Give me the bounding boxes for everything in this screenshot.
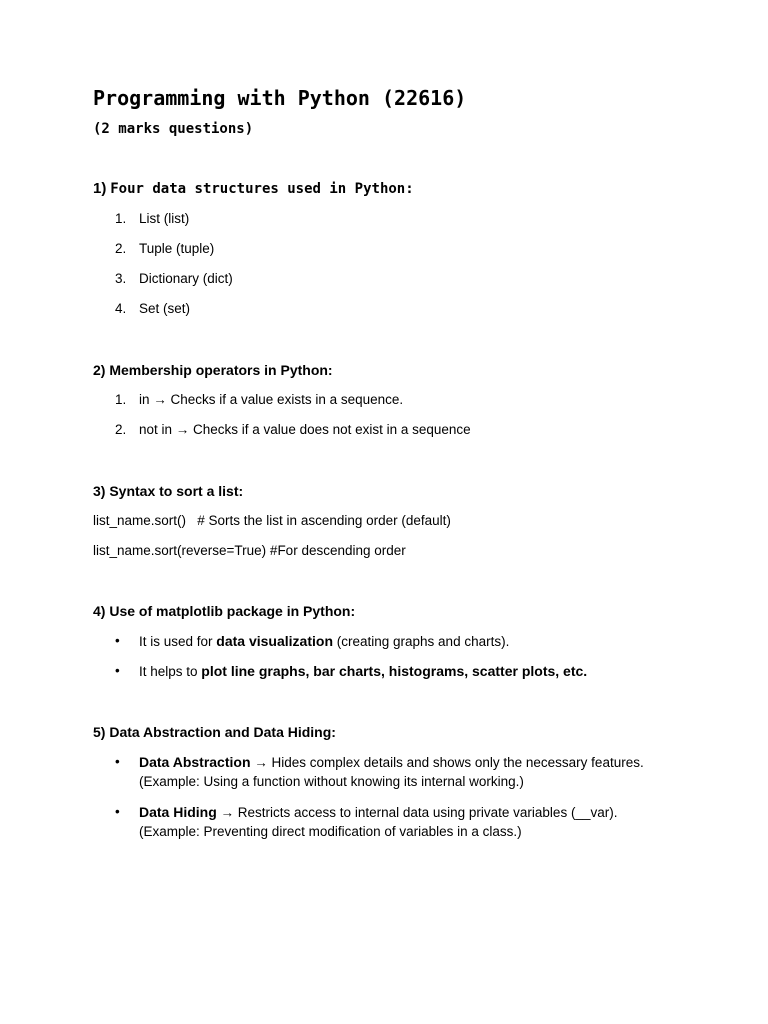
- list-marker: 2.: [115, 241, 127, 256]
- question-3-heading: 3) Syntax to sort a list:: [93, 483, 244, 499]
- list-item: Tuple (tuple): [139, 241, 215, 256]
- item-text: It is used for: [139, 634, 217, 649]
- question-4-heading: 4) Use of matplotlib package in Python:: [93, 603, 356, 619]
- bullet: •: [115, 754, 120, 769]
- list-item: [139, 663, 587, 679]
- item-example: (Example: Using a function without knowing its internal working.): [139, 774, 524, 789]
- list-item: in → Checks if a value exists in a sequence.: [139, 392, 404, 407]
- question-1-text: Four data structures used in Python:: [110, 181, 414, 197]
- document-subtitle: (2 marks questions): [93, 121, 254, 137]
- item-bold-text: data visualization: [216, 633, 333, 649]
- code-line: list_name.sort(reverse=True) #For descending order: [93, 543, 406, 558]
- code-line: list_name.sort() # Sorts the list in ascending order (default): [93, 513, 451, 528]
- list-item: [139, 754, 644, 770]
- list-marker: 1.: [115, 211, 127, 226]
- list-marker: 1.: [115, 392, 127, 407]
- question-2-heading: 2) Membership operators in Python:: [93, 362, 333, 378]
- list-marker: 2.: [115, 422, 127, 437]
- item-text: (creating graphs and charts).: [333, 634, 510, 649]
- document-title: Programming with Python (22616): [93, 86, 467, 110]
- question-5-heading: 5) Data Abstraction and Data Hiding:: [93, 724, 336, 740]
- item-bold-text: Data Hiding: [139, 804, 217, 820]
- question-1-number: 1): [93, 180, 107, 197]
- bullet: •: [115, 804, 120, 819]
- list-item: [139, 633, 509, 649]
- list-marker: 3.: [115, 271, 127, 286]
- list-marker: 4.: [115, 301, 127, 316]
- list-item: List (list): [139, 211, 190, 226]
- list-item: Dictionary (dict): [139, 271, 233, 286]
- item-text: → Hides complex details and shows only the necessary features.: [250, 755, 644, 770]
- item-bold-text: Data Abstraction: [139, 754, 251, 770]
- item-text: → Restricts access to internal data using private variables (__var).: [216, 805, 618, 820]
- bullet: •: [115, 663, 120, 678]
- list-item: [139, 804, 617, 820]
- list-item: Set (set): [139, 301, 191, 316]
- question-1-heading: [93, 180, 414, 197]
- item-bold-text: plot line graphs, bar charts, histograms, scatter plots, etc.: [201, 663, 588, 679]
- list-item: not in → Checks if a value does not exist in a sequence: [139, 422, 471, 437]
- bullet: •: [115, 633, 120, 648]
- item-example: (Example: Preventing direct modification of variables in a class.): [139, 824, 522, 839]
- item-text: It helps to: [139, 664, 202, 679]
